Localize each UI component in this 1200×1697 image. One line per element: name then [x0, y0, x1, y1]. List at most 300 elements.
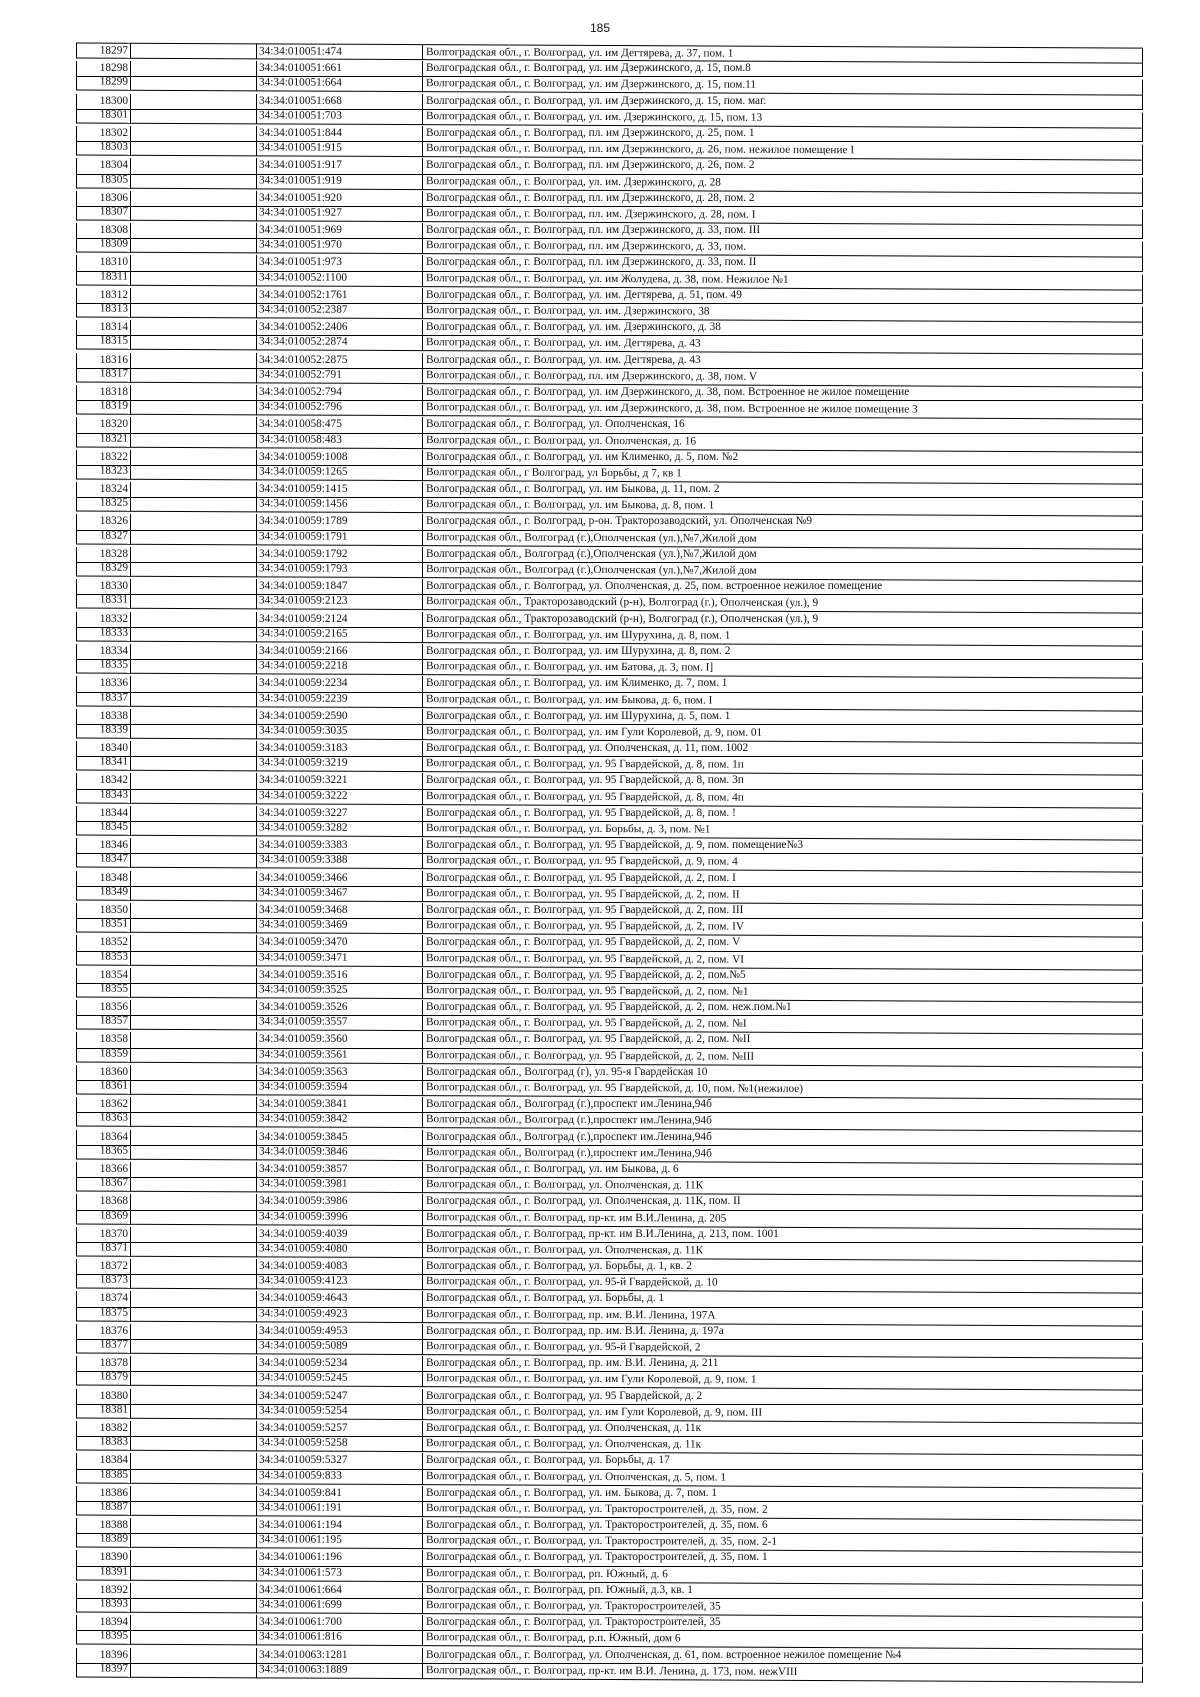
row-number-cell: 18397 — [76, 1661, 130, 1677]
address-cell: Волгоградская обл., г. Волгоград, ул. им Дзержинского, д. 15, пом.8 — [422, 61, 1143, 77]
row-number-cell: 18389 — [76, 1532, 130, 1548]
cadastral-number-cell: 34:34:010059:5245 — [256, 1371, 422, 1388]
cadastral-number-cell: 34:34:010059:2218 — [256, 658, 422, 675]
row-number-cell: 18362 — [76, 1097, 130, 1113]
address-cell: Волгоградская обл., г. Волгоград, ул. им. Дзержинского, д. 15, пом. 13 — [422, 109, 1143, 129]
empty-cell — [130, 625, 256, 642]
empty-cell — [130, 755, 256, 772]
address-cell: Волгоградская обл., г. Волгоград, ул. Тракторостроителей, 35 — [422, 1615, 1143, 1631]
row-number-cell: 18316 — [76, 353, 130, 369]
cadastral-number-cell: 34:34:010052:794 — [256, 385, 422, 401]
cadastral-number-cell: 34:34:010058:483 — [256, 432, 422, 449]
address-cell: Волгоградская обл., г. Волгоград, ул. им. Дзержинского, д. 38 — [422, 320, 1143, 336]
cadastral-number-cell: 34:34:010059:5327 — [256, 1453, 422, 1469]
empty-cell — [130, 949, 256, 966]
cadastral-number-cell: 34:34:010059:3594 — [256, 1079, 422, 1096]
address-cell: Волгоградская обл., г. Волгоград, ул. им Жолудева, д. 38, пом. Нежилое №1 — [422, 271, 1143, 291]
cadastral-number-cell: 34:34:010059:3221 — [256, 773, 422, 789]
row-number-cell: 18334 — [76, 644, 130, 660]
row-number-cell: 18382 — [76, 1421, 130, 1437]
row-number-cell: 18307 — [76, 204, 130, 220]
cadastral-number-cell: 34:34:010059:3035 — [256, 723, 422, 740]
row-number-cell: 18311 — [76, 269, 130, 285]
address-cell: Волгоградская обл., г. Волгоград, ул. 95 Гвардейской, д. 8, пом. ! — [422, 806, 1143, 822]
address-cell: Волгоградская обл., Волгоград (г.),проспект им.Ленина,94б — [422, 1130, 1143, 1146]
cadastral-number-cell: 34:34:010051:917 — [256, 158, 422, 174]
cadastral-number-cell: 34:34:010059:1008 — [256, 450, 422, 466]
address-cell: Волгоградская обл., г. Волгоград, ул. 95-й Гвардейской, 2 — [422, 1339, 1143, 1359]
row-number-cell: 18364 — [76, 1130, 130, 1146]
address-cell: Волгоградская обл., г. Волгоград, пр. им. В.И. Ленина, 197А — [422, 1307, 1143, 1327]
empty-cell — [130, 140, 256, 157]
address-cell: Волгоградская обл., г. Волгоград, ул. им Дзержинского, д. 15, пом. маг. — [422, 94, 1143, 110]
row-number-cell: 18326 — [76, 514, 130, 530]
cadastral-number-cell: 34:34:010051:973 — [256, 255, 422, 271]
row-number-cell: 18357 — [76, 1014, 130, 1030]
row-number-cell: 18388 — [76, 1518, 130, 1534]
cadastral-number-cell: 34:34:010051:927 — [256, 205, 422, 222]
empty-cell — [130, 723, 256, 740]
address-cell: Волгоградская обл., г. Волгоград, ул. Ополченская, д. 5, пом. 1 — [422, 1469, 1143, 1489]
empty-cell — [130, 496, 256, 513]
address-cell: Волгоградская обл., г Волгоград, ул Борьбы, д 7, кв 1 — [422, 465, 1143, 485]
address-cell: Волгоградская обл., г. Волгоград, ул. 95 Гвардейской, д. 2, пом.№5 — [422, 968, 1143, 984]
cadastral-number-cell: 34:34:010061:664 — [256, 1583, 422, 1599]
cadastral-number-cell: 34:34:010059:3388 — [256, 853, 422, 870]
address-cell: Волгоградская обл., г. Волгоград, пл. им Дзержинского, д. 38, пом. V — [422, 368, 1143, 388]
row-number-cell: 18373 — [76, 1273, 130, 1289]
empty-cell — [130, 528, 256, 545]
property-table — [0, 45, 1200, 1680]
address-cell: Волгоградская обл., г. Волгоград, ул. им. Дзержинского, 38 — [422, 303, 1143, 323]
cadastral-number-cell: 34:34:010059:3561 — [256, 1047, 422, 1064]
cadastral-number-cell: 34:34:010059:3563 — [256, 1065, 422, 1081]
address-cell: Волгоградская обл., г. Волгоград, ул. Тракторостроителей, д. 35, пом. 2 — [422, 1501, 1143, 1521]
address-cell: Волгоградская обл., г. Волгоград, ул. 95 Гвардейской, д. 2, пом. I — [422, 871, 1143, 887]
address-cell: Волгоградская обл., г. Волгоград, пр. им. В.И. Ленина, д. 197а — [422, 1324, 1143, 1340]
cadastral-number-cell: 34:34:010059:3219 — [256, 756, 422, 773]
empty-cell — [130, 917, 256, 934]
cadastral-number-cell: 34:34:010051:664 — [256, 76, 422, 93]
cadastral-number-cell: 34:34:010059:2123 — [256, 594, 422, 611]
row-number-cell: 18348 — [76, 871, 130, 887]
address-cell: Волгоградская обл., Волгоград (г.),проспект им.Ленина,94б — [422, 1145, 1143, 1165]
cadastral-number-cell: 34:34:010052:1761 — [256, 288, 422, 304]
empty-cell — [130, 1079, 256, 1096]
empty-cell — [130, 1111, 256, 1128]
row-number-cell: 18304 — [76, 158, 130, 174]
address-cell: Волгоградская обл., г. Волгоград, ул. 95 Гвардейской, д. 2, пом. №III — [422, 1048, 1143, 1068]
address-cell: Волгоградская обл., г. Волгоград, ул. Борьбы, д. 3, пом. №1 — [422, 821, 1143, 841]
row-number-cell: 18344 — [76, 806, 130, 822]
row-number-cell: 18342 — [76, 773, 130, 789]
address-cell: Волгоградская обл., г. Волгоград, рп. Южный, д.3, кв. 1 — [422, 1583, 1143, 1599]
address-cell: Волгоградская обл., г. Волгоград, ул. им Дзержинского, д. 38, пом. Встроенное не жилое помещение 3 — [422, 400, 1143, 420]
row-number-cell: 18381 — [76, 1402, 130, 1418]
address-cell: Волгоградская обл., г. Волгоград, ул. Ополченская, д. 11К — [422, 1177, 1143, 1197]
row-number-cell: 18356 — [76, 1000, 130, 1016]
row-number-cell: 18323 — [76, 463, 130, 479]
address-cell: Волгоградская обл., г. Волгоград, ул. им Клименко, д. 5, пом. №2 — [422, 450, 1143, 466]
address-cell: Волгоградская обл., г. Волгоград, пр-кт. им В.И.Ленина, д. 213, пом. 1001 — [422, 1227, 1143, 1243]
address-cell: Волгоградская обл., г. Волгоград, ул. Ополченская, д. 11К, пом. II — [422, 1194, 1143, 1210]
row-number-cell: 18318 — [76, 385, 130, 401]
address-cell: Волгоградская обл., г. Волгоград, пр. им. В.И. Ленина, д. 211 — [422, 1356, 1143, 1372]
cadastral-number-cell: 34:34:010051:969 — [256, 223, 422, 239]
row-number-cell: 18327 — [76, 528, 130, 544]
address-cell: Волгоградская обл., Волгоград (г.),Ополченская (ул.),№7,Жилой дом — [422, 530, 1143, 550]
cadastral-number-cell: 34:34:010059:4080 — [256, 1241, 422, 1258]
address-cell: Волгоградская обл., г. Волгоград, ул. 95 Гвардейской, д. 9, пом. 4 — [422, 854, 1143, 874]
cadastral-number-cell: 34:34:010059:2166 — [256, 644, 422, 660]
cadastral-number-cell: 34:34:010059:5247 — [256, 1389, 422, 1405]
row-number-cell: 18328 — [76, 547, 130, 563]
row-number-cell: 18332 — [76, 612, 130, 628]
row-number-cell: 18347 — [76, 852, 130, 868]
row-number-cell: 18358 — [76, 1032, 130, 1048]
address-cell: Волгоградская обл., г. Волгоград, пр-кт. им В.И.Ленина, д. 205 — [422, 1210, 1143, 1230]
address-cell: Волгоградская обл., г. Волгоград, ул. 95 Гвардейской, д. 2, пом. II — [422, 886, 1143, 906]
address-cell: Волгоградская обл., г. Волгоград, ул. Ополченская, д. 25, пом. встроенное нежилое помещение — [422, 579, 1143, 595]
address-cell: Волгоградская обл., г. Волгоград, ул. 95-й Гвардейской, д. 10 — [422, 1274, 1143, 1294]
address-cell: Волгоградская обл., г. Волгоград, ул. 95 Гвардейской, д. 2 — [422, 1389, 1143, 1405]
row-number-cell: 18325 — [76, 496, 130, 512]
address-cell: Волгоградская обл., г. Волгоград, ул. им. Дегтярева, д. 43 — [422, 336, 1143, 356]
cadastral-number-cell: 34:34:010061:699 — [256, 1597, 422, 1614]
cadastral-number-cell: 34:34:010059:841 — [256, 1486, 422, 1502]
cadastral-number-cell: 34:34:010059:3526 — [256, 1000, 422, 1016]
row-number-cell: 18331 — [76, 593, 130, 609]
empty-cell — [130, 269, 256, 286]
cadastral-number-cell: 34:34:010061:573 — [256, 1565, 422, 1582]
row-number-cell: 18386 — [76, 1486, 130, 1502]
cadastral-number-cell: 34:34:010059:3525 — [256, 982, 422, 999]
empty-cell — [130, 593, 256, 610]
empty-cell — [130, 787, 256, 804]
address-cell: Волгоградская обл., Волгоград (г.),Ополченская (ул.),№7,Жилой дом — [422, 547, 1143, 563]
cadastral-number-cell: 34:34:010059:2590 — [256, 709, 422, 725]
row-number-cell: 18374 — [76, 1291, 130, 1307]
address-cell: Волгоградская обл., г. Волгоград, ул. им Дзержинского, д. 38, пом. Встроенное не жилое помещение — [422, 385, 1143, 401]
cadastral-number-cell: 34:34:010059:1789 — [256, 514, 422, 530]
row-number-cell: 18337 — [76, 690, 130, 706]
address-cell: Волгоградская обл., г. Волгоград, пр-кт. им В.И. Ленина, д. 173, пом. нежVIII — [422, 1663, 1143, 1683]
cadastral-number-cell: 34:34:010059:3383 — [256, 838, 422, 854]
address-cell: Волгоградская обл., г. Волгоград, ул. Ополченская, д. 61, пом. встроенное нежилое помещение №4 — [422, 1648, 1143, 1664]
cadastral-number-cell: 34:34:010059:3466 — [256, 871, 422, 887]
address-cell: Волгоградская обл., г. Волгоград, ул. Ополченская, д. 11К — [422, 1242, 1143, 1262]
address-cell: Волгоградская обл., Волгоград (г.),Ополченская (ул.),№7,Жилой дом — [422, 562, 1143, 582]
address-cell: Волгоградская обл., г. Волгоград, ул. им Быкова, д. 11, пом. 2 — [422, 482, 1143, 498]
address-cell: Волгоградская обл., г. Волгоград, ул. 95 Гвардейской, д. 10, пом. №1(нежилое) — [422, 1080, 1143, 1100]
address-cell: Волгоградская обл., г. Волгоград, ул. им Батова, д. 3, пом. I] — [422, 659, 1143, 679]
cadastral-number-cell: 34:34:010059:1792 — [256, 547, 422, 563]
empty-cell — [130, 1370, 256, 1387]
cadastral-number-cell: 34:34:010059:5254 — [256, 1403, 422, 1420]
cadastral-number-cell: 34:34:010059:3846 — [256, 1144, 422, 1161]
address-cell: Волгоградская обл., г. Волгоград, ул. 95 Гвардейской, д. 2, пом. III — [422, 903, 1143, 919]
cadastral-number-cell: 34:34:010051:970 — [256, 238, 422, 255]
empty-cell — [130, 1208, 256, 1225]
cadastral-number-cell: 34:34:010059:4643 — [256, 1291, 422, 1307]
row-number-cell: 18361 — [76, 1078, 130, 1094]
row-number-cell: 18301 — [76, 107, 130, 123]
row-number-cell: 18350 — [76, 903, 130, 919]
address-cell: Волгоградская обл., г. Волгоград, ул. им Быкова, д. 8, пом. 1 — [422, 497, 1143, 517]
address-cell: Волгоградская обл., г. Волгоград, ул. им. Дзержинского, д. 28 — [422, 174, 1143, 194]
cadastral-number-cell: 34:34:010061:196 — [256, 1550, 422, 1566]
row-number-cell: 18297 — [76, 42, 130, 58]
address-cell: Волгоградская обл., г. Волгоград, ул. им Клименко, д. 7, пом. 1 — [422, 676, 1143, 692]
row-number-cell: 18394 — [76, 1615, 130, 1631]
address-cell: Волгоградская обл., г. Волгоград, ул. 95 Гвардейской, д. 9, пом. помещение№3 — [422, 838, 1143, 854]
address-cell: Волгоградская обл., г. Волгоград, ул. 95 Гвардейской, д. 2, пом. неж.пом.№1 — [422, 1000, 1143, 1016]
cadastral-number-cell: 34:34:010059:2234 — [256, 676, 422, 692]
row-number-cell: 18392 — [76, 1583, 130, 1599]
row-number-cell: 18346 — [76, 838, 130, 854]
empty-cell — [130, 237, 256, 254]
row-number-cell: 18387 — [76, 1499, 130, 1515]
address-cell: Волгоградская обл., г. Волгоград, ул. им Шурухина, д. 8, пом. 1 — [422, 627, 1143, 647]
cadastral-number-cell: 34:34:010051:703 — [256, 108, 422, 125]
row-number-cell: 18309 — [76, 237, 130, 253]
empty-cell — [130, 43, 256, 60]
row-number-cell: 18371 — [76, 1240, 130, 1256]
row-number-cell: 18355 — [76, 981, 130, 997]
cadastral-number-cell: 34:34:010059:4923 — [256, 1306, 422, 1323]
row-number-cell: 18314 — [76, 320, 130, 336]
empty-cell — [130, 982, 256, 999]
row-number-cell: 18340 — [76, 741, 130, 757]
cadastral-number-cell: 34:34:010059:1793 — [256, 561, 422, 578]
cadastral-number-cell: 34:34:010051:920 — [256, 191, 422, 207]
cadastral-number-cell: 34:34:010059:4039 — [256, 1227, 422, 1243]
cadastral-number-cell: 34:34:010059:5257 — [256, 1421, 422, 1437]
address-cell: Волгоградская обл., г. Волгоград, ул. Ополченская, д. 11, пом. 1002 — [422, 741, 1143, 757]
row-number-cell: 18354 — [76, 968, 130, 984]
address-cell: Волгоградская обл., г. Волгоград, ул. Ополченская, 16 — [422, 417, 1143, 433]
row-number-cell: 18320 — [76, 417, 130, 433]
cadastral-number-cell: 34:34:010059:3560 — [256, 1032, 422, 1048]
address-cell: Волгоградская обл., г. Волгоград, ул. Борьбы, д. 17 — [422, 1453, 1143, 1469]
cadastral-number-cell: 34:34:010059:3996 — [256, 1209, 422, 1226]
address-cell: Волгоградская обл., г. Волгоград, ул. 95 Гвардейской, д. 2, пом. VI — [422, 951, 1143, 971]
empty-cell — [130, 1046, 256, 1063]
row-number-cell: 18370 — [76, 1227, 130, 1243]
address-cell: Волгоградская обл., Тракторозаводский (р-н), Волгоград (г.), Ополченская (ул.), 9 — [422, 595, 1143, 615]
table-row — [0, 1661, 1200, 1683]
row-number-cell: 18375 — [76, 1305, 130, 1321]
address-cell: Волгоградская обл., г. Волгоград, ул. Тракторостроителей, д. 35, пом. 1 — [422, 1550, 1143, 1566]
address-cell: Волгоградская обл., г. Волгоград, пл. им Дзержинского, д. 33, пом. — [422, 238, 1143, 258]
row-number-cell: 18353 — [76, 949, 130, 965]
cadastral-number-cell: 34:34:010061:195 — [256, 1533, 422, 1550]
empty-cell — [130, 75, 256, 92]
cadastral-number-cell: 34:34:010059:3845 — [256, 1130, 422, 1146]
empty-cell — [130, 1500, 256, 1517]
address-cell: Волгоградская обл., Волгоград (г), ул. 95-я Гвардейская 10 — [422, 1065, 1143, 1081]
address-cell: Волгоградская обл., г. Волгоград, ул. 95 Гвардейской, д. 2, пом. №I — [422, 1015, 1143, 1035]
row-number-cell: 18366 — [76, 1162, 130, 1178]
row-number-cell: 18379 — [76, 1370, 130, 1386]
cadastral-number-cell: 34:34:010063:1281 — [256, 1648, 422, 1664]
empty-cell — [130, 1176, 256, 1193]
row-number-cell: 18339 — [76, 722, 130, 738]
empty-cell — [130, 1629, 256, 1646]
cadastral-number-cell: 34:34:010059:3282 — [256, 820, 422, 837]
cadastral-number-cell: 34:34:010058:475 — [256, 417, 422, 433]
cadastral-number-cell: 34:34:010059:3227 — [256, 806, 422, 822]
row-number-cell: 18393 — [76, 1596, 130, 1612]
row-number-cell: 18319 — [76, 399, 130, 415]
empty-cell — [130, 690, 256, 707]
empty-cell — [130, 399, 256, 416]
empty-cell — [130, 1305, 256, 1322]
row-number-cell: 18306 — [76, 191, 130, 207]
cadastral-number-cell: 34:34:010059:3471 — [256, 950, 422, 967]
empty-cell — [130, 1597, 256, 1614]
page-number: 185 — [589, 21, 611, 35]
row-number-cell: 18299 — [76, 75, 130, 91]
row-number-cell: 18315 — [76, 334, 130, 350]
row-number-cell: 18333 — [76, 625, 130, 641]
cadastral-number-cell: 34:34:010052:2406 — [256, 320, 422, 336]
address-cell: Волгоградская обл., г. Волгоград, р.п. Южный, дом 6 — [422, 1631, 1143, 1651]
cadastral-number-cell: 34:34:010059:1265 — [256, 464, 422, 481]
empty-cell — [130, 1402, 256, 1419]
cadastral-number-cell: 34:34:010059:3841 — [256, 1097, 422, 1113]
row-number-cell: 18396 — [76, 1648, 130, 1664]
address-cell: Волгоградская обл., г. Волгоград, ул. им Гули Королевой, д. 9, пом. 1 — [422, 1372, 1143, 1392]
row-number-cell: 18341 — [76, 755, 130, 771]
row-number-cell: 18349 — [76, 884, 130, 900]
cadastral-number-cell: 34:34:010059:3986 — [256, 1194, 422, 1210]
row-number-cell: 18360 — [76, 1065, 130, 1081]
row-number-cell: 18330 — [76, 579, 130, 595]
cadastral-number-cell: 34:34:010059:5258 — [256, 1435, 422, 1452]
cadastral-number-cell: 34:34:010059:2239 — [256, 691, 422, 708]
cadastral-number-cell: 34:34:010059:3842 — [256, 1112, 422, 1129]
empty-cell — [130, 1532, 256, 1549]
address-cell: Волгоградская обл., г. Волгоград, ул. им. Дегтярева, д. 43 — [422, 353, 1143, 369]
empty-cell — [130, 561, 256, 578]
empty-cell — [130, 431, 256, 448]
address-cell: Волгоградская обл., г. Волгоград, ул. 95 Гвардейской, д. 8, пом. 4п — [422, 789, 1143, 809]
address-cell: Волгоградская обл., Тракторозаводский (р-н), Волгоград (г.), Ополченская (ул.), 9 — [422, 612, 1143, 628]
address-cell: Волгоградская обл., г. Волгоград, ул. им Гули Королевой, д. 9, пом. 01 — [422, 724, 1143, 744]
address-cell: Волгоградская обл., г. Волгоград, пл. им. Дзержинского, д. 28, пом. I — [422, 206, 1143, 226]
empty-cell — [130, 1273, 256, 1290]
address-cell: Волгоградская обл., г. Волгоград, ул. им. Быкова, д. 7, пом. 1 — [422, 1486, 1143, 1502]
cadastral-number-cell: 34:34:010059:3557 — [256, 1015, 422, 1032]
row-number-cell: 18363 — [76, 1111, 130, 1127]
cadastral-number-cell: 34:34:010059:3469 — [256, 917, 422, 934]
row-number-cell: 18384 — [76, 1453, 130, 1469]
cadastral-number-cell: 34:34:010051:919 — [256, 173, 422, 190]
empty-cell — [130, 1467, 256, 1484]
cadastral-number-cell: 34:34:010052:796 — [256, 399, 422, 416]
row-number-cell: 18336 — [76, 676, 130, 692]
address-cell: Волгоградская обл., Волгоград (г.),проспект им.Ленина,94б — [422, 1097, 1143, 1113]
cadastral-number-cell: 34:34:010052:2875 — [256, 353, 422, 369]
address-cell: Волгоградская обл., г. Волгоград, пл. им Дзержинского, д. 33, пом. II — [422, 255, 1143, 271]
empty-cell — [130, 107, 256, 124]
cadastral-number-cell: 34:34:010059:2124 — [256, 612, 422, 628]
row-number-cell: 18313 — [76, 301, 130, 317]
empty-cell — [130, 464, 256, 481]
cadastral-number-cell: 34:34:010059:1456 — [256, 497, 422, 514]
address-cell: Волгоградская обл., г. Волгоград, ул. им Шурухина, д. 5, пом. 1 — [422, 709, 1143, 725]
row-number-cell: 18377 — [76, 1337, 130, 1353]
empty-cell — [130, 1435, 256, 1452]
empty-cell — [130, 172, 256, 189]
address-cell: Волгоградская обл., г. Волгоград, ул. 95 Гвардейской, д. 2, пом. №1 — [422, 983, 1143, 1003]
address-cell: Волгоградская обл., г. Волгоград, пл. им Дзержинского, д. 28, пом. 2 — [422, 191, 1143, 207]
row-number-cell: 18312 — [76, 288, 130, 304]
cadastral-number-cell: 34:34:010059:3857 — [256, 1162, 422, 1178]
address-cell: Волгоградская обл., г. Волгоград, ул. Ополченская, д. 11к — [422, 1436, 1143, 1456]
cadastral-number-cell: 34:34:010059:5089 — [256, 1338, 422, 1355]
row-number-cell: 18351 — [76, 917, 130, 933]
address-cell: Волгоградская обл., г. Волгоград, ул. Тракторостроителей, д. 35, пом. 6 — [422, 1518, 1143, 1534]
cadastral-number-cell: 34:34:010061:816 — [256, 1630, 422, 1647]
row-number-cell: 18305 — [76, 172, 130, 188]
cadastral-number-cell: 34:34:010059:3470 — [256, 935, 422, 951]
address-cell: Волгоградская обл., г. Волгоград, пл. им Дзержинского, д. 26, пом. 2 — [422, 158, 1143, 174]
cadastral-number-cell: 34:34:010059:833 — [256, 1468, 422, 1485]
row-number-cell: 18298 — [76, 61, 130, 77]
row-number-cell: 18322 — [76, 450, 130, 466]
empty-cell — [130, 1661, 256, 1678]
row-number-cell: 18300 — [76, 94, 130, 110]
empty-cell — [130, 658, 256, 675]
empty-cell — [130, 366, 256, 383]
empty-cell — [130, 820, 256, 837]
row-number-cell: 18378 — [76, 1356, 130, 1372]
cadastral-number-cell: 34:34:010059:4083 — [256, 1259, 422, 1275]
row-number-cell: 18338 — [76, 709, 130, 725]
cadastral-number-cell: 34:34:010052:791 — [256, 367, 422, 384]
row-number-cell: 18343 — [76, 787, 130, 803]
address-cell: Волгоградская обл., г. Волгоград, ул. Тракторостроителей, 35 — [422, 1598, 1143, 1618]
cadastral-number-cell: 34:34:010059:3183 — [256, 741, 422, 757]
empty-cell — [130, 884, 256, 901]
row-number-cell: 18303 — [76, 140, 130, 156]
row-number-cell: 18317 — [76, 366, 130, 382]
address-cell: Волгоградская обл., г. Волгоград, ул. им Быкова, д. 6, пом. I — [422, 692, 1143, 712]
address-cell: Волгоградская обл., г. Волгоград, ул. Ополченская, д. 16 — [422, 433, 1143, 453]
row-number-cell: 18367 — [76, 1176, 130, 1192]
address-cell: Волгоградская обл., г. Волгоград, пл. им Дзержинского, д. 33, пом. III — [422, 223, 1143, 239]
cadastral-number-cell: 34:34:010051:915 — [256, 140, 422, 157]
cadastral-number-cell: 34:34:010059:3981 — [256, 1176, 422, 1193]
row-number-cell: 18365 — [76, 1143, 130, 1159]
row-number-cell: 18390 — [76, 1550, 130, 1566]
empty-cell — [130, 334, 256, 351]
address-cell: Волгоградская обл., г. Волгоград, рп. Южный, д. 6 — [422, 1566, 1143, 1586]
address-cell: Волгоградская обл., г. Волгоград, ул. им Дегтярева, д. 37, пом. 1 — [422, 44, 1143, 64]
cadastral-number-cell: 34:34:010059:4953 — [256, 1324, 422, 1340]
address-cell: Волгоградская обл., г. Волгоград, ул. им. Дегтярева, д. 51, пом. 49 — [422, 288, 1143, 304]
address-cell: Волгоградская обл., г. Волгоград, ул. им Гули Королевой, д. 9, пом. III — [422, 1404, 1143, 1424]
row-number-cell: 18308 — [76, 223, 130, 239]
row-number-cell: 18380 — [76, 1389, 130, 1405]
empty-cell — [130, 852, 256, 869]
row-number-cell: 18395 — [76, 1629, 130, 1645]
cadastral-number-cell: 34:34:010051:844 — [256, 126, 422, 142]
cadastral-number-cell: 34:34:010059:1791 — [256, 529, 422, 546]
empty-cell — [130, 1241, 256, 1258]
